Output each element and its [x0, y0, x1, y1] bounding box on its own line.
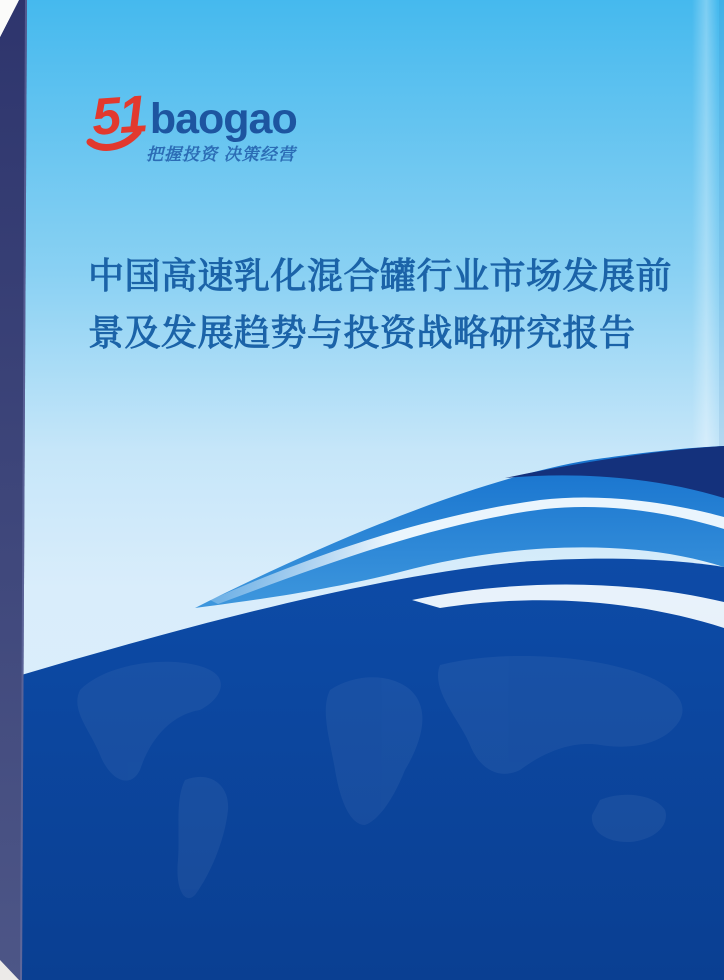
- report-title-line-2: 景及发展趋势与投资战略研究报告: [88, 312, 636, 353]
- logo-wordmark: baogao: [149, 95, 297, 143]
- logo-swoosh-icon: [86, 126, 150, 160]
- report-title-line-1: 中国高速乳化混合罐行业市场发展前: [88, 255, 673, 296]
- brand-tagline: 把握投资 决策经营: [146, 145, 296, 164]
- logo-51-mark: 51: [90, 85, 148, 147]
- report-title: [88, 247, 688, 361]
